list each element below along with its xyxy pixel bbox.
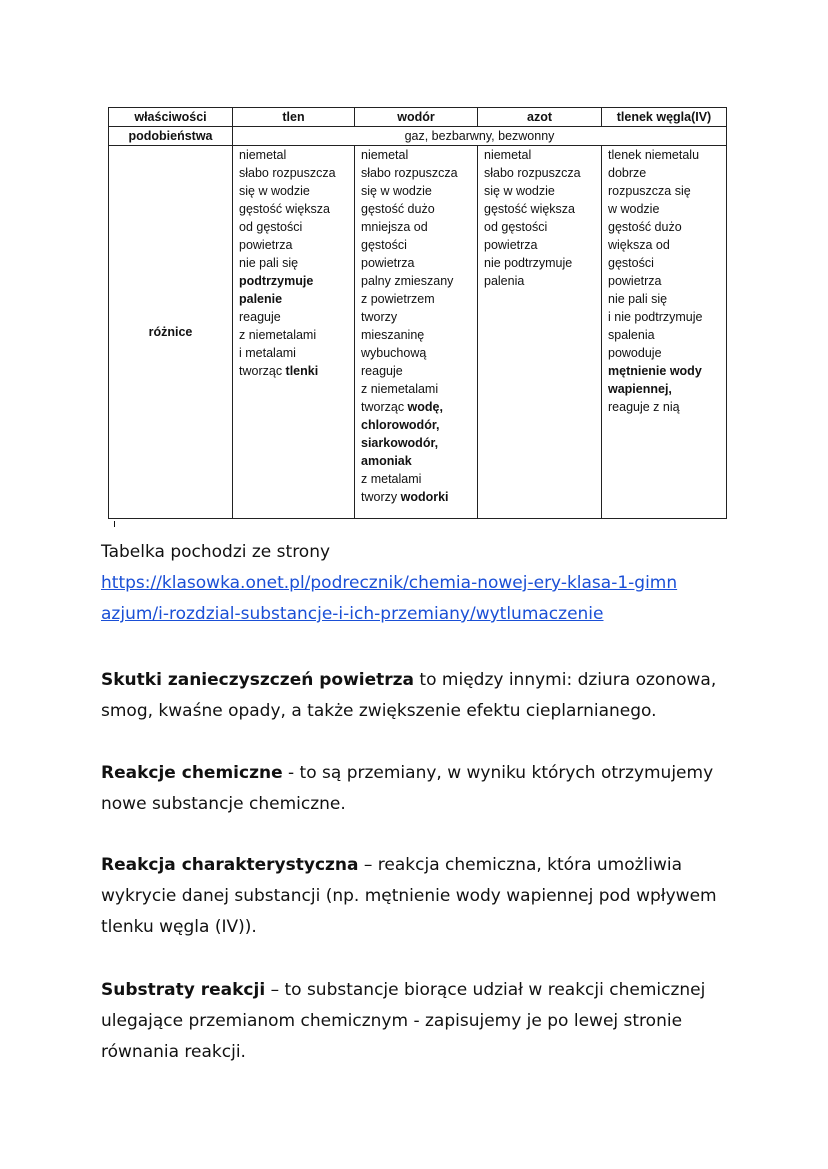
source-link-line-2[interactable]: azjum/i-rozdzial-substancje-i-ich-przemiany/wytlumaczenie (101, 604, 604, 624)
cell-line (608, 398, 720, 416)
cell-line (608, 164, 720, 182)
cell-line (484, 236, 595, 254)
cell-text: od gęstości (239, 220, 303, 234)
cell-text: dobrze (608, 166, 647, 180)
cell-text: niemetal (239, 148, 287, 162)
source-link-line-1[interactable]: https://klasowka.onet.pl/podrecznik/chemia-nowej-ery-klasa-1-gimn (101, 573, 678, 593)
cell-text: niemetal (484, 148, 532, 162)
cell-line (361, 434, 471, 452)
cell-line (361, 416, 471, 434)
cell-line (608, 218, 720, 236)
definition-term: Skutki zanieczyszczeń powietrza (101, 670, 415, 690)
cell-text: tworzy (361, 490, 401, 504)
cell-text-bold: tlenki (285, 364, 319, 378)
cell-text: od gęstości (484, 220, 548, 234)
cell-line (361, 164, 471, 182)
header-carbon-dioxide: tlenek węgla(IV) (602, 108, 727, 127)
source-note (101, 537, 741, 630)
cell-text: z niemetalami (361, 382, 439, 396)
cell-line (608, 380, 720, 398)
cell-text: powietrza (484, 238, 538, 252)
definition-term: Reakcja charakterystyczna (101, 855, 359, 875)
definition-air-pollution (101, 665, 741, 727)
definition-text: to między innymi: dziura ozonowa, smog, kwaśne opady, a także zwiększenie efektu cieplarnianego. (101, 670, 717, 721)
cell-text: mniejsza od (361, 220, 428, 234)
cell-text-bold: siarkowodór, (361, 436, 439, 450)
differences-oxygen (233, 146, 355, 519)
definition-text: – reakcja chemiczna, która umożliwia wykrycie danej substancji (np. mętnienie wody wapiennej pod wpływem tlenku węgla (IV)). (101, 855, 717, 937)
cell-line (608, 272, 720, 290)
definition-term: Reakcje chemiczne (101, 763, 283, 783)
cell-text: palenia (484, 274, 525, 288)
definition-characteristic-reaction (101, 850, 741, 943)
definition-text: – to substancje biorące udział w reakcji chemicznej ulegające przemianom chemicznym - zapisujemy je po lewej stronie równania reakcji. (101, 980, 706, 1062)
cell-text: powietrza (239, 238, 293, 252)
definition-term: Substraty reakcji (101, 980, 266, 1000)
cell-line (608, 236, 720, 254)
cell-text-bold: wapiennej, (608, 382, 672, 396)
cell-text-bold: wodę, (407, 400, 443, 414)
cell-text: niemetal (361, 148, 409, 162)
header-properties: właściwości (109, 108, 233, 127)
cell-text: słabo rozpuszcza (239, 166, 336, 180)
cell-text: z niemetalami (239, 328, 317, 342)
cell-text: i metalami (239, 346, 296, 360)
cell-line (361, 200, 471, 218)
cell-text: reaguje (239, 310, 281, 324)
cell-line (608, 344, 720, 362)
cell-line (361, 380, 471, 398)
cell-text-bold: palenie (239, 292, 283, 306)
similarities-label: podobieństwa (109, 127, 233, 146)
cell-line (484, 164, 595, 182)
cell-text: powietrza (361, 256, 415, 270)
cell-text: wybuchową (361, 346, 427, 360)
cell-text-bold: amoniak (361, 454, 412, 468)
cell-text: z metalami (361, 472, 422, 486)
cell-text: palny zmieszany (361, 274, 454, 288)
cell-line (361, 308, 471, 326)
cell-text: się w wodzie (484, 184, 555, 198)
cell-line (361, 254, 471, 272)
cell-text: w wodzie (608, 202, 660, 216)
cell-line (484, 254, 595, 272)
cell-line (239, 146, 348, 164)
cell-text: tworząc (361, 400, 408, 414)
cell-text: gęstość większa (239, 202, 331, 216)
cell-text: powoduje (608, 346, 662, 360)
cell-text: gęstość dużo (361, 202, 435, 216)
similarities-row (109, 127, 727, 146)
cell-text: i nie podtrzymuje (608, 310, 703, 324)
cell-line (361, 218, 471, 236)
cell-text: reaguje (361, 364, 403, 378)
cell-text: nie pali się (608, 292, 668, 306)
properties-table (108, 107, 727, 519)
cell-line (239, 344, 348, 362)
cell-line (361, 146, 471, 164)
cell-line (608, 146, 720, 164)
cell-line (239, 326, 348, 344)
cell-text-bold: podtrzymuje (239, 274, 314, 288)
cell-text: gęstość dużo (608, 220, 682, 234)
cell-line (361, 362, 471, 380)
cell-line (239, 254, 348, 272)
cell-line (484, 146, 595, 164)
cell-line (239, 200, 348, 218)
cell-line (361, 452, 471, 470)
cell-text-bold: chlorowodór, (361, 418, 440, 432)
cell-text: się w wodzie (239, 184, 310, 198)
cell-line (361, 470, 471, 488)
cell-text-bold: wodorki (400, 490, 449, 504)
cell-text: słabo rozpuszcza (361, 166, 458, 180)
cell-line (361, 236, 471, 254)
cell-line (361, 488, 471, 506)
cell-text: nie pali się (239, 256, 299, 270)
differences-label: różnice (109, 146, 233, 519)
cell-text: większa od (608, 238, 670, 252)
header-nitrogen: azot (478, 108, 602, 127)
differences-carbon-dioxide (602, 146, 727, 519)
cell-line (608, 182, 720, 200)
source-intro: Tabelka pochodzi ze strony (101, 542, 331, 562)
cell-line (608, 308, 720, 326)
cell-line (361, 182, 471, 200)
cell-text: gęstość większa (484, 202, 576, 216)
definition-reactants (101, 975, 741, 1068)
definition-text: - to są przemiany, w wyniku których otrzymujemy nowe substancje chemiczne. (101, 763, 714, 814)
table-header-row (109, 108, 727, 127)
cell-line (608, 254, 720, 272)
cell-line (608, 362, 720, 380)
cell-line (239, 164, 348, 182)
differences-nitrogen (478, 146, 602, 519)
cell-text: reaguje z nią (608, 400, 680, 414)
cell-line (484, 182, 595, 200)
cell-text: nie podtrzymuje (484, 256, 573, 270)
cell-line (361, 290, 471, 308)
cell-line (608, 200, 720, 218)
cell-text: powietrza (608, 274, 662, 288)
header-hydrogen: wodór (355, 108, 478, 127)
cell-line (239, 218, 348, 236)
cell-line (608, 290, 720, 308)
differences-hydrogen (355, 146, 478, 519)
cell-text: tlenek niemetalu (608, 148, 700, 162)
cell-text: rozpuszcza się (608, 184, 691, 198)
cell-line (608, 326, 720, 344)
cell-line (361, 326, 471, 344)
similarities-value: gaz, bezbarwny, bezwonny (233, 127, 727, 146)
cell-text-bold: mętnienie wody (608, 364, 702, 378)
cell-line (239, 362, 348, 380)
cell-line (484, 218, 595, 236)
cell-line (239, 182, 348, 200)
cell-line (239, 308, 348, 326)
cell-text: się w wodzie (361, 184, 432, 198)
header-oxygen: tlen (233, 108, 355, 127)
cell-line (361, 398, 471, 416)
cell-text: tworząc (239, 364, 286, 378)
cell-line (239, 236, 348, 254)
definition-chemical-reactions (101, 758, 741, 820)
differences-row (109, 146, 727, 519)
cell-text: gęstości (361, 238, 407, 252)
cell-line (484, 200, 595, 218)
cell-text: z powietrzem (361, 292, 435, 306)
cell-text: tworzy (361, 310, 398, 324)
cell-text: spalenia (608, 328, 655, 342)
cell-text: mieszaninę (361, 328, 425, 342)
cell-text: słabo rozpuszcza (484, 166, 581, 180)
cell-line (239, 272, 348, 290)
cell-line (484, 272, 595, 290)
cell-line (361, 272, 471, 290)
cell-line (361, 344, 471, 362)
cell-text: gęstości (608, 256, 654, 270)
stray-mark (114, 521, 115, 527)
cell-line (239, 290, 348, 308)
